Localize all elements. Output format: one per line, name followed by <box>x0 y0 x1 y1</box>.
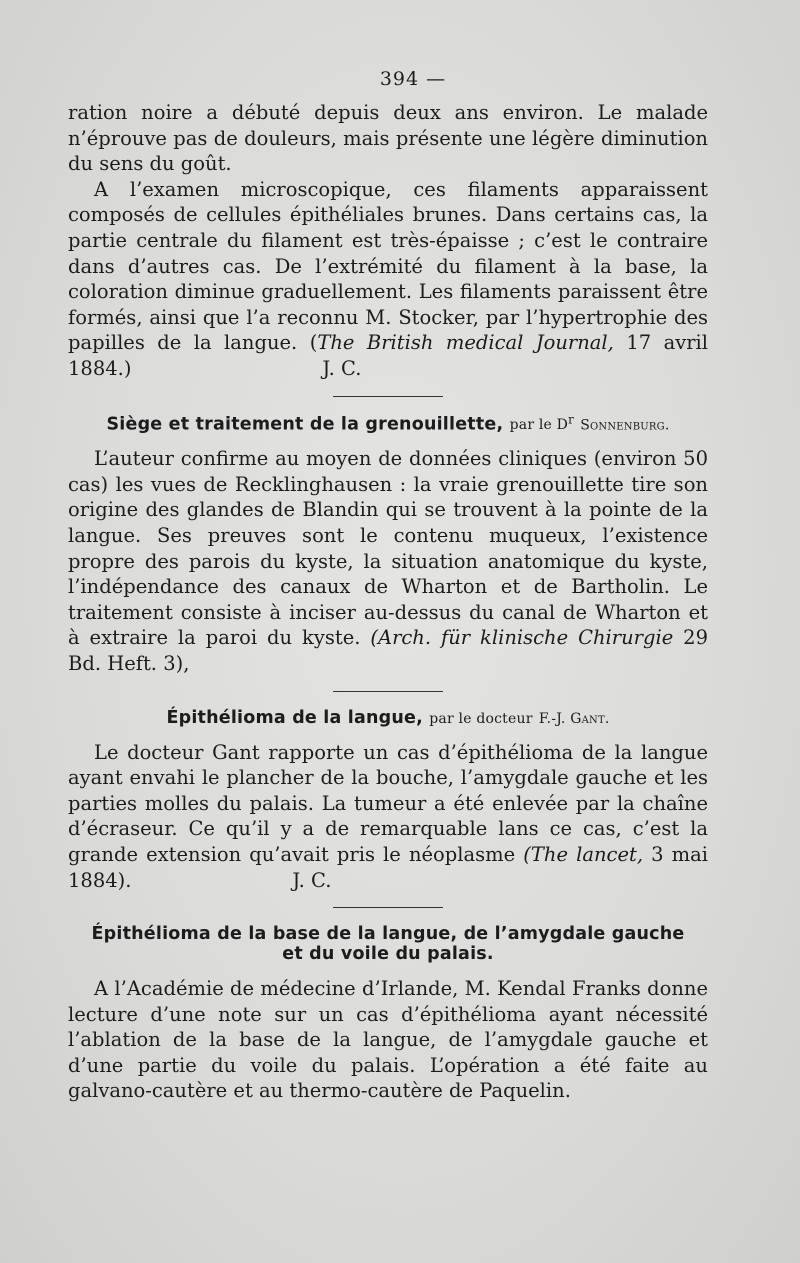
section-1-heading: Siège et traitement de la grenouillette, <box>106 414 504 435</box>
section-1-title <box>68 413 708 435</box>
page-number: 394 — <box>379 68 447 90</box>
section-2-citation-title: (The lancet, <box>523 842 644 866</box>
section-2-title <box>68 708 708 728</box>
intro-paragraph-1: ration noire a débuté depuis deux ans environ. Le malade n’éprouve pas de douleurs, mais présente une légère diminution du sens du goût. <box>68 101 708 176</box>
section-1-body-text: L’auteur confirme au moyen de données cliniques (environ 50 cas) les vues de Recklinghausen : la vraie grenouillette tire son origine des glandes de Blandin qui se trouvent à la pointe de la langue. Ses preuves sont le contenu muqueux, l’existence propre des parois du kyste, la situation anatomique du kyste, l’indépendance des canaux de Wharton et de Bartholin. Le traitement consiste à inciser au-dessus du canal de Wharton et à extraire la paroi du kyste. <box>68 447 708 650</box>
section-divider <box>333 396 443 397</box>
intro-signature: J. C. <box>322 356 362 380</box>
section-1-author: Sonnenburg. <box>580 417 670 434</box>
intro-citation-date: 17 avril 1884.) <box>68 331 709 380</box>
page-content <box>68 68 708 1104</box>
section-divider <box>333 691 443 692</box>
section-1-by-text: par le D <box>509 417 569 434</box>
section-3-title <box>68 924 708 964</box>
section-1-citation-rest: 29 Bd. Heft. 3), <box>68 626 708 675</box>
section-2-heading: Épithélioma de la langue, <box>166 707 423 728</box>
section-3-body: A l’Académie de médecine d’Irlande, M. Kendal Franks donne lecture d’une note sur un cas d’épithélioma ayant nécessité l’ablation de la base de la langue, de l’amygdale gauche et d’une partie du voile du palais. L’opération a été faite au galvano-cautère et au thermo-cautère de Paquelin. <box>68 977 708 1103</box>
section-2-citation-rest: 3 mai 1884). <box>68 842 708 892</box>
section-1-body <box>68 446 708 676</box>
section-3-title-line-1: Épithélioma de la base de la langue, de l’amygdale gauche <box>91 924 685 945</box>
section-2-by: par le docteur <box>429 710 533 727</box>
section-1-by-sup: r <box>568 412 574 427</box>
intro-citation-title: The British medical Journal, <box>317 331 614 355</box>
intro-paragraph-2-text: A l’examen microscopique, ces filaments apparaissent composés de cellules épithéliales brunes. Dans certains cas, la partie centrale du filament est très-épaisse ; c’est le contraire dans d’autres cas. De l’extrémité du filament à la base, la coloration diminue graduellement. Les filaments paraissent être formés, ainsi que l’a reconnu M. Stocker, par l’hypertrophie des papilles de la langue. <box>68 177 708 355</box>
section-2-body-text: Le docteur Gant rapporte un cas d’épithélioma de la langue ayant envahi le plancher de la bouche, l’amygdale gauche et les parties molles du palais. La tumeur a été enlevée par la chaîne d’écraseur. Ce qu’il y a de remarquable lans ce cas, c’est la grande extension qu’avait pris le néoplasme <box>68 740 708 866</box>
section-2-body <box>68 740 708 894</box>
intro-citation-open: ( <box>309 331 318 355</box>
section-2-author: F.-J. Gant. <box>538 710 610 727</box>
section-3-title-line-2: et du voile du palais. <box>282 944 494 965</box>
section-1-by <box>509 412 574 434</box>
intro-paragraph-2 <box>68 177 708 382</box>
section-divider <box>333 907 443 908</box>
section-1-citation-title: (Arch. für klinische Chirurgie <box>370 626 674 650</box>
section-2-signature: J. C. <box>292 868 332 892</box>
